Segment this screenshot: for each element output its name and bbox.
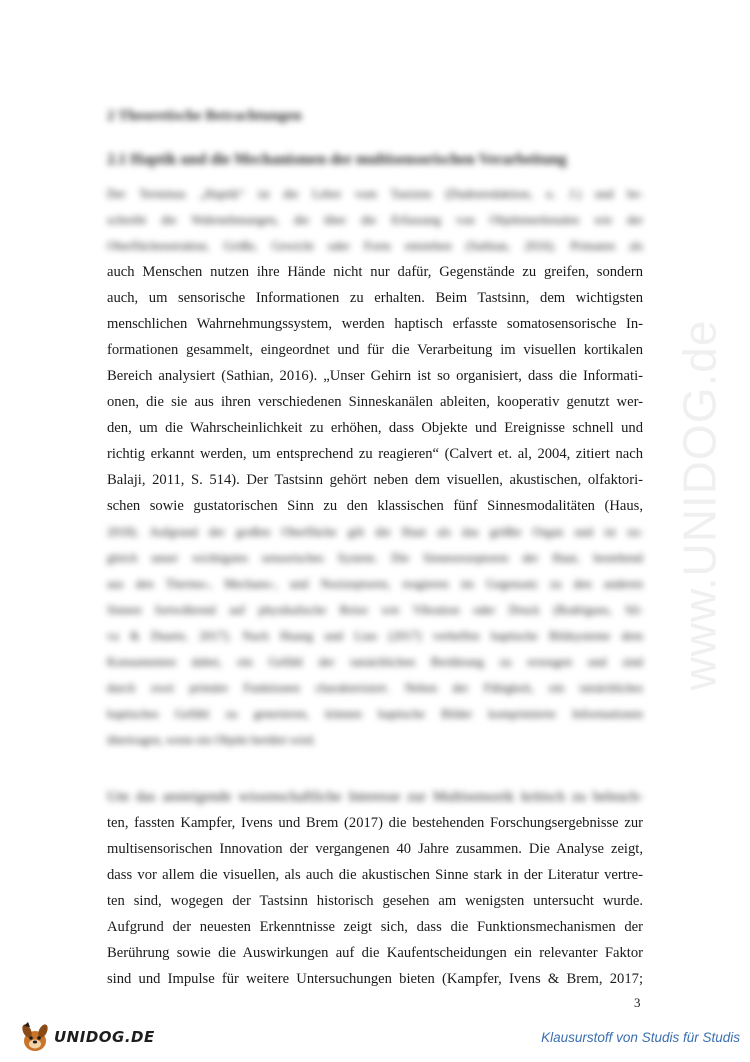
text-line: schen sowie gustatorischen Sinn zu den klassischen fünf Sinnesmodalitäten (Haus, [107,498,643,514]
text-line: ten, fassten Kampfer, Ivens und Brem (2017) die bestehenden Forschungsergebnisse zur [107,815,643,831]
text-line: Balaji, 2011, S. 514). Der Tastsinn gehört neben dem visuellen, akustischen, olfaktori- [107,472,643,488]
text-line: Berührung sowie die Auswirkungen auf die Kaufentscheidungen ein relevanter Faktor [107,945,643,961]
blurred-text-line: Oberflächenstruktur, Größe, Gewicht oder Form entstehen (Sathian, 2016). Primaten als [107,239,643,253]
text-line: sind und Impulse für weitere Untersuchungen bieten (Kampfer, Ivens & Brem, 2017; [107,971,643,987]
unidog-logo[interactable] [18,1020,158,1054]
blurred-text-line: Sinnen fortwährend auf physikalische Reize wie Vibration oder Druck (Rodrigues, Sil- [107,603,643,617]
blurred-text-line: va & Duarte, 2017). Nach Huang und Liao (2017) verhelfen haptische Bildsysteme dem [107,629,643,643]
text-line: Aufgrund der neuesten Erkenntnisse zeigt sich, dass die Funktionsmechanismen der [107,919,643,935]
blurred-text-line: Konsumenten dabei, ein Gefühl der tatsächlichen Berührung zu erzeugen und sind [107,655,643,669]
text-line: menschlichen Wahrnehmungssystem, werden haptisch erfasste somatosensorische In- [107,316,643,332]
blurred-text-line: aus den Thermo-, Mechano-, und Nozizeptoren, reagieren im Gegensatz zu den anderen [107,577,643,591]
blurred-text-line: Der Terminus „Haptik“ ist die Lehre vom Tastsinn (Dudenredaktion, o. J.) und be- [107,187,643,201]
text-line: Bereich analysiert (Sathian, 2016). „Unser Gehirn ist so organisiert, dass die Informati- [107,368,643,384]
text-line: dass vor allem die visuellen, als auch die akustischen Sinne stark in der Literatur vertre- [107,867,643,883]
text-line: richtig erkannt werden, um entsprechend zu reagieren“ (Calvert et. al, 2004, zitiert nach [107,446,643,462]
page-number: 3 [634,995,641,1010]
blurred-text-line: schreibt die Wahrnehmungen, die über die Erfassung von Objektmerkmalen wie der [107,213,643,227]
text-line: formationen gesammelt, eingeordnet und für die Verarbeitung im visuellen kortikalen [107,342,643,358]
logo-text: UNIDOG.DE [54,1028,155,1046]
text-line: den, um die Wahrscheinlichkeit zu erhöhen, dass Objekte und Ereignisse schnell und [107,420,643,436]
text-line: auch Menschen nutzen ihre Hände nicht nur dafür, Gegenstände zu greifen, sondern [107,264,643,280]
footer-tagline: Klausurstoff von Studis für Studis [541,1030,740,1045]
blurred-text-line: übertragen, wenn ein Objekt berührt wird. [107,733,316,747]
text-line: auch, um sensorische Informationen zu erhalten. Beim Tastsinn, dem wichtigsten [107,290,643,306]
dog-mascot-icon [18,1020,52,1054]
text-line: ten sind, wogegen der Tastsinn historisch gesehen am wenigsten untersucht wurde. [107,893,643,909]
chapter-heading: 2 Theoretische Betrachtungen [107,108,302,124]
text-line: onen, die sie aus ihren verschiedenen Sinneskanälen ableiten, kooperativ genutzt wer- [107,394,643,410]
blurred-text-line: haptisches Gefühl zu generieren, können haptische Bilder komprimierte Informationen [107,707,643,721]
blurred-text-line: Um das ansteigende wissenschaftliche Interesse zur Multisensorik kritisch zu beleuch- [107,789,643,805]
blurred-text-line: gleich unser wichtigstes sensorisches System. Die Sinnesrezeptoren der Haut, bestehend [107,551,643,565]
section-heading: 2.1 Haptik und die Mechanismen der multisensorischen Verarbeitung [107,151,567,168]
blurred-text-line: 2018). Aufgrund der großen Oberfläche gilt die Haut als das größte Organ und ist zu- [107,525,643,539]
watermark-text: www.UNIDOG.de [673,319,726,691]
blurred-text-line: durch zwei primäre Funktionen charakterisiert. Neben der Fähigkeit, ein tatsächliches [107,681,643,695]
text-line: multisensorischen Innovation der vergangenen 40 Jahre zusammen. Die Analyse zeigt, [107,841,643,857]
watermark [664,280,734,730]
